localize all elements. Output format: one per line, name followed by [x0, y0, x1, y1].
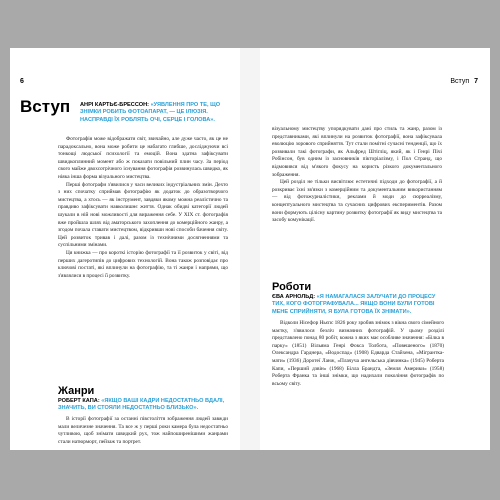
works-quote-text: «Я НАМАГАЛАСЯ ЗАЛУЧАТИ ДО ПРОЦЕСУ ТИХ, КОГО ФОТОГРАФУВАЛА... ЯКЩО ВОНИ БУЛИ ГОТОВІ МЕНЕ СПРИЙНЯТИ, Я БУЛА ГОТОВА ЇХ ЗНІМАТИ».	[272, 294, 436, 315]
intro-paragraph: Перші фотографи з'явилися у часи великих індустріальних змін. Дехто з них спочатку сприймав фотографію як додаток до образотворчого мистецтва, а хтось — як інструмент, завдяки якому можна реалістично та правдиво зафіксувати навколишнє життя. Однак обидві категорії людей шукали в ній нові можливості для вираження себе. У XIX ст. фотографія вже пройшла шлях від аматорського захоплення до комерційного жанру, а згодом почала ставати мистецтвом, відкривши нові способи бачення світу. Цей розвиток тривав і далі, разом із технічними досягненнями та суспільними змінами.	[58, 181, 228, 249]
genres-quote-text: «ЯКЩО ВАШІ КАДРИ НЕДОСТАТНЬО ВДАЛІ, ЗНАЧИТЬ, ВИ СТОЯЛИ НЕДОСТАТНЬО БЛИЗЬКО».	[58, 398, 225, 412]
genres-paragraph: В історії фотографії за останні півстоліття зображення людей завжди мали величезне значення. Та все ж у перші роки камера була недостатньо чутливою, щоб знімати швидкий рух, тож найпоширенішими жанрами стали натюрморт, пейзаж та портрет.	[58, 416, 228, 445]
intro-paragraph: Фотографія може відображати світ, звичайно, але дуже часто, як це не парадоксально, вона може робити це набагато глибше, досліджуючи всі тонкощі людської психології та емоцій. Вона здатна зафіксувати швидкоплинний момент або ж показати повільний плин часу. За період свого майже двохсотрічного існування фотографія розвинулась швидко, як ніяка інша форма візуального мистецтва.	[58, 136, 228, 180]
right-page-number	[450, 78, 478, 85]
intro-quote-author: АНРІ КАРТЬЄ-БРЕССОН:	[80, 102, 149, 108]
left-page-number: 6	[20, 78, 24, 85]
intro-title: Вступ	[20, 97, 71, 116]
works-paragraph: Відколи Нісефор Ньєпс 1826 року зробив знімок з вікна свого сімейного маєтку, з'явилося безліч визначних фотографій. У цьому розділі представлено понад 80 робіт, кожна з яких має особливе значення: «Білка в парку» (1851) Вільяма Генрі Фокса Толбота, «Повешеного» (1870) Олександра Гарднера, «Водоспад» (1908) Едварда Стайхена, «Мігрантка-мати» (1936) Доротеї Ланж, «Плачуча ангельська дівчинка» (1945) Роберта Капи, «Перший дзвін» (1968) Білла Брандта, «Земля Америки» (1958) Роберта Франка та інші знімки, що надихали покоління фотографів по всьому світу.	[272, 320, 444, 387]
works-body	[272, 320, 444, 388]
intro-continued-paragraph: Цей розділ не тільки висвітлює естетичні підходи до фотографії, а й розкриває їхні зв'язки з комерційним та документальним використанням — від фотожурналістики, реклами й моди до сюрреалізму, концептуального мистецтва та сучасних цифрових експериментів. Разом вони формують цілісну картину розвитку фотографії як виду мистецтва та засобу комунікації.	[272, 179, 442, 224]
works-quote-author: ЄВА АРНОЛЬД:	[272, 294, 316, 300]
intro-paragraph: Ця книжка — про короткі історію фотографії та її розвиток у світі, від перших дагеротипів до цифрових технологій. Вона також розповідає про ключові постаті, які вплинули на фотографію, та ті жанри і напрями, що з'являлися в процесі її розвитку.	[58, 249, 228, 279]
intro-continued-body	[272, 126, 442, 225]
works-title: Роботи	[272, 281, 312, 293]
book-spine	[240, 48, 260, 450]
intro-continued-paragraph: візуальному мистецтву упорядкувати дані про стиль та жанр, разом із представниками, які вплинули на розвиток фотографії, вона зафіксувала еволюцію зорового сприйняття. Тут стали помітні сучасні тенденції, що їх розвивали такі фотографи, як Альфред Штігліц, який, як і Генрі Пічі Робінсон, був одним із засновників пікторіалізму, і Пол Странд, що відмовився від м'якого фокусу на користь різкого документального зображення.	[272, 126, 442, 178]
genres-body	[58, 416, 228, 446]
genres-quote-block	[58, 398, 230, 413]
intro-quote-block	[80, 102, 230, 124]
genres-title: Жанри	[58, 385, 95, 397]
left-page	[10, 48, 240, 450]
intro-quote-text: «УЯВЛЕННЯ ПРО ТЕ, ЩО ЗНІМКИ РОБИТЬ ФОТОАПАРАТ, — ЦЕ ІЛЮЗІЯ. НАСПРАВДІ ЇХ РОБЛЯТЬ ОЧІ, СЕРЦЕ І ГОЛОВА».	[80, 102, 221, 123]
running-header: Вступ	[450, 78, 470, 85]
right-page	[260, 48, 490, 450]
intro-body	[58, 136, 228, 280]
works-quote-block	[272, 294, 444, 316]
right-page-number-value: 7	[474, 78, 478, 85]
genres-quote-author: РОБЕРТ КАПА:	[58, 398, 100, 404]
